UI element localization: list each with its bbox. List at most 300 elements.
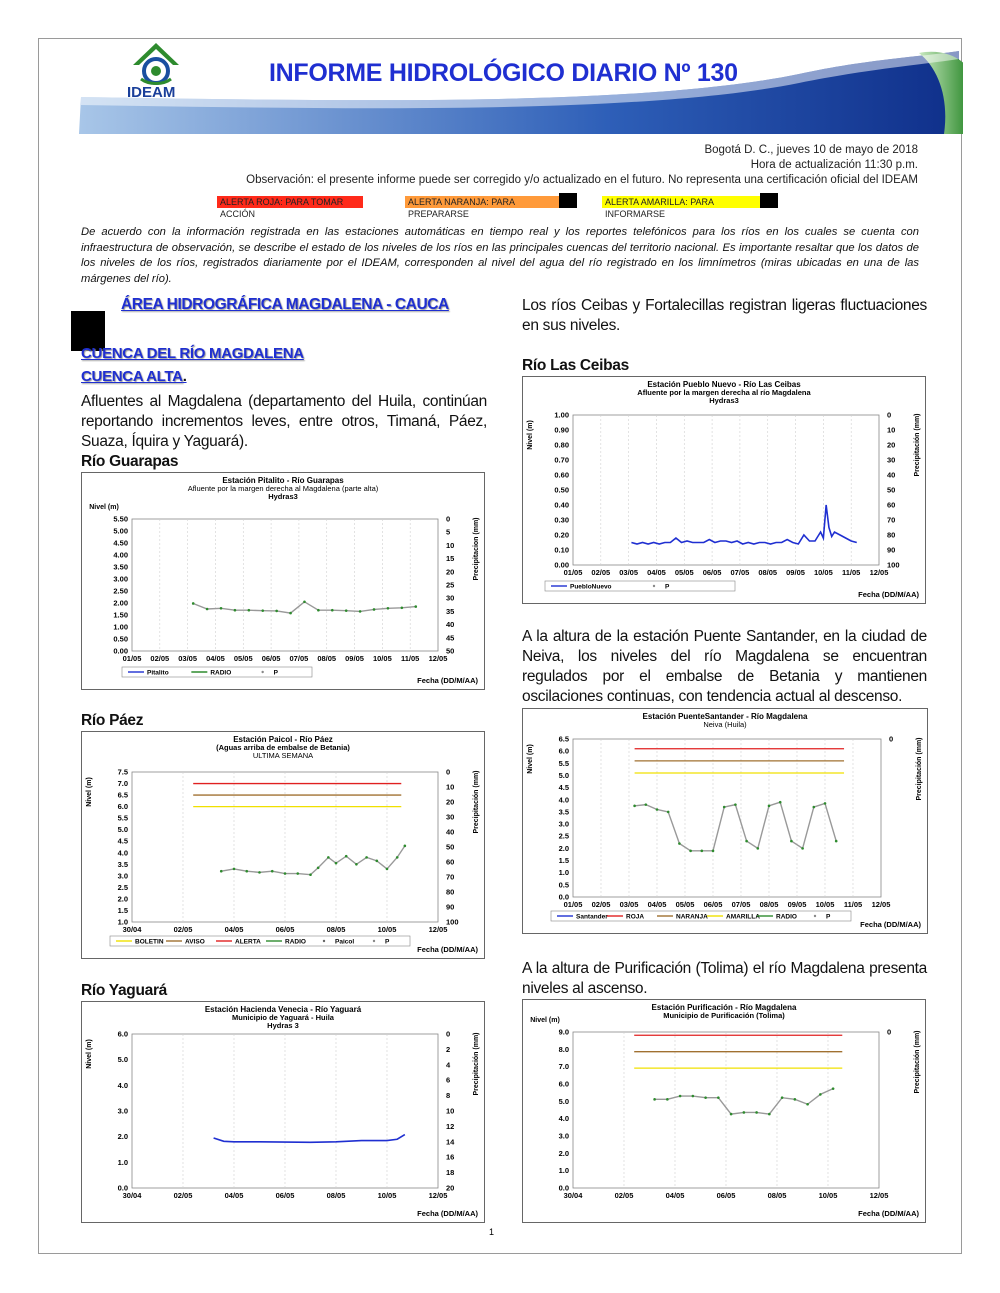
y-tick-label: 1.50	[113, 610, 128, 620]
chart-title: Estación PuenteSantander - Río Magdalena	[642, 712, 808, 721]
y-tick-label: 2.50	[113, 586, 128, 596]
y-axis-label: Nivel (m)	[527, 420, 534, 450]
data-point	[755, 1111, 758, 1114]
chart-paez	[81, 731, 485, 959]
x-tick-label: 04/05	[224, 925, 244, 934]
plot-area	[132, 519, 438, 651]
rio-yaguara-heading: Río Yaguará	[81, 982, 168, 999]
y-tick-label: 3.5	[117, 859, 128, 869]
chart-subtitle-2: Hydras3	[709, 396, 739, 405]
legend-label: P	[385, 938, 390, 946]
x-tick-label: 30/04	[122, 925, 142, 934]
y2-tick-label: 50	[446, 842, 455, 852]
data-point	[701, 850, 704, 853]
chart-guarapas	[81, 472, 485, 690]
y2-tick-label: 100	[887, 560, 900, 570]
data-point	[355, 863, 358, 866]
legend-swatch	[814, 915, 816, 917]
rio-ceibas-heading: Río Las Ceibas	[522, 357, 629, 374]
y-axis-label: Nivel (m)	[530, 1017, 560, 1024]
y-tick-label: 5.0	[117, 825, 128, 835]
data-point	[745, 840, 748, 843]
y2-tick-label: 5	[446, 527, 451, 537]
y-tick-label: 0.0	[558, 1183, 569, 1193]
y-tick-label: 4.50	[113, 538, 128, 548]
data-point	[271, 870, 274, 873]
x-tick-label: 04/05	[206, 654, 225, 663]
legend-label: P	[665, 583, 670, 591]
x-tick-label: 11/05	[401, 654, 420, 663]
data-point	[730, 1113, 733, 1116]
data-point	[768, 1113, 771, 1116]
y-tick-label: 6.5	[558, 734, 569, 744]
right-paragraph-3: A la altura de Purificación (Tolima) el río Magdalena presenta niveles al ascenso.	[522, 960, 927, 997]
x-axis-label: Fecha (DD/M/AA)	[417, 676, 478, 685]
right-paragraph-2: A la altura de la estación Puente Santander, en la ciudad de Neiva, los niveles del río Magdalena se encuentran regulados por el embalse de Betania y mantienen oscilaciones continuas, con tendencia actual al descenso.	[522, 628, 927, 705]
x-tick-label: 02/05	[591, 900, 611, 909]
y-tick-label: 1.00	[554, 410, 569, 420]
y-tick-label: 4.0	[117, 1080, 128, 1090]
x-tick-label: 02/05	[614, 1191, 634, 1200]
chart-yaguara	[81, 1001, 485, 1223]
x-tick-label: 05/05	[233, 654, 253, 663]
y-tick-label: 3.5	[558, 807, 569, 817]
x-tick-label: 11/05	[842, 568, 861, 577]
y-tick-label: 1.5	[558, 856, 569, 866]
x-tick-label: 03/05	[619, 568, 639, 577]
chart-ceibas	[522, 376, 926, 604]
y2-tick-label: 40	[446, 620, 455, 630]
y-tick-label: 3.00	[113, 574, 128, 584]
x-tick-label: 12/05	[869, 568, 889, 577]
chart-svg	[82, 732, 484, 958]
area-title: ÁREA HIDROGRÁFICA MAGDALENA - CAUCA	[121, 296, 449, 313]
y2-tick-label: 35	[446, 606, 455, 616]
data-point	[734, 803, 737, 806]
y2-tick-label: 45	[446, 633, 455, 643]
x-tick-label: 12/05	[428, 654, 448, 663]
x-tick-label: 01/05	[122, 654, 142, 663]
data-point	[376, 860, 379, 863]
y2-tick-label: 18	[446, 1168, 455, 1178]
y-tick-label: 7.0	[558, 1062, 569, 1072]
x-tick-label: 07/05	[289, 654, 309, 663]
x-tick-label: 12/05	[428, 1191, 448, 1200]
rio-paez-heading: Río Páez	[81, 712, 144, 729]
data-point	[220, 607, 223, 610]
y2-tick-label: 0	[889, 734, 894, 744]
legend-label: RADIO	[776, 913, 797, 921]
x-axis-label: Fecha (DD/M/AA)	[858, 1209, 919, 1218]
chart-purificacion	[522, 999, 926, 1223]
y2-tick-label: 80	[887, 530, 896, 540]
legend-label: AMARILLA	[726, 913, 760, 921]
y2-tick-label: 0	[446, 1029, 451, 1039]
y-tick-label: 1.0	[558, 1166, 569, 1176]
legend-label: Santander	[576, 913, 608, 921]
update-line: Hora de actualización 11:30 p.m.	[750, 159, 918, 171]
x-tick-label: 08/05	[326, 925, 346, 934]
data-point	[327, 856, 330, 859]
legend-label: ALERTA	[235, 938, 261, 946]
y-tick-label: 8.0	[558, 1044, 569, 1054]
x-tick-label: 03/05	[619, 900, 639, 909]
y-tick-label: 4.0	[117, 848, 128, 858]
x-tick-label: 01/05	[563, 568, 583, 577]
y-tick-label: 5.0	[558, 770, 569, 780]
x-tick-label: 05/05	[674, 568, 694, 577]
rio-guarapas-heading: Río Guarapas	[81, 453, 179, 470]
y2-axis-label: Precipitacion (mm)	[473, 517, 480, 581]
legend-label: Pitalito	[147, 669, 169, 677]
x-tick-label: 02/05	[150, 654, 170, 663]
y-tick-label: 5.50	[113, 514, 128, 524]
y2-tick-label: 12	[446, 1121, 455, 1131]
chart-subtitle: Afluente por la margen derecha al Magdalena (parte alta)	[187, 484, 379, 493]
data-point	[794, 1098, 797, 1101]
y-tick-label: 0.60	[554, 470, 569, 480]
page-title: INFORME HIDROLÓGICO DIARIO Nº 130	[269, 59, 738, 87]
y2-tick-label: 0	[446, 514, 451, 524]
y-axis-label: Nivel (m)	[86, 1039, 93, 1069]
y-tick-label: 1.5	[117, 905, 128, 915]
y2-tick-label: 15	[446, 554, 455, 564]
legend-label: NARANJA	[676, 913, 708, 921]
y-tick-label: 3.0	[558, 819, 569, 829]
y2-tick-label: 10	[887, 425, 896, 435]
plot-area	[573, 415, 879, 565]
data-point	[335, 862, 338, 865]
y-tick-label: 0.00	[554, 560, 569, 570]
x-axis-label: Fecha (DD/M/AA)	[860, 920, 921, 929]
x-tick-label: 06/05	[716, 1191, 736, 1200]
legend-label: ROJA	[626, 913, 645, 921]
data-point	[414, 605, 417, 608]
data-point	[386, 868, 389, 871]
y-tick-label: 5.0	[558, 1096, 569, 1106]
y-axis-label: Nivel (m)	[89, 504, 119, 511]
alert-orange-badge: ALERTA NARANJA: PARA PREPARARSE	[405, 196, 561, 208]
y-tick-label: 7.5	[117, 767, 128, 777]
x-tick-label: 06/05	[275, 1191, 295, 1200]
data-point	[779, 801, 782, 804]
y2-tick-label: 50	[887, 485, 896, 495]
data-point	[331, 609, 334, 612]
logo-text: IDEAM	[127, 84, 176, 101]
data-point	[396, 856, 399, 859]
x-tick-label: 06/05	[261, 654, 281, 663]
x-tick-label: 07/05	[731, 900, 751, 909]
chart-title: Estación Purificación - Río Magdalena	[651, 1003, 797, 1012]
y2-tick-label: 60	[887, 500, 896, 510]
data-point	[824, 802, 827, 805]
y-tick-label: 3.50	[113, 562, 128, 572]
x-tick-label: 09/05	[345, 654, 364, 663]
data-point	[692, 1095, 695, 1098]
legend-label: AVISO	[185, 938, 205, 946]
y-tick-label: 2.0	[117, 894, 128, 904]
x-tick-label: 01/05	[563, 900, 583, 909]
x-tick-label: 07/05	[730, 568, 750, 577]
plot-area	[573, 739, 881, 897]
y-tick-label: 6.0	[558, 1079, 569, 1089]
chart-title: Estación Paicol - Río Páez	[233, 735, 333, 744]
y-tick-label: 5.5	[558, 758, 569, 768]
x-tick-label: 30/04	[122, 1191, 142, 1200]
y2-tick-label: 60	[446, 857, 455, 867]
legend-label: Paicol	[335, 938, 355, 946]
data-point	[284, 872, 287, 875]
x-tick-label: 08/05	[326, 1191, 346, 1200]
data-point	[233, 868, 236, 871]
data-point	[667, 811, 670, 814]
x-tick-label: 08/05	[317, 654, 337, 663]
y-tick-label: 4.5	[558, 783, 569, 793]
y-tick-label: 6.5	[117, 790, 128, 800]
y2-tick-label: 90	[446, 902, 455, 912]
data-point	[220, 870, 223, 873]
legend-swatch	[653, 585, 655, 587]
y-tick-label: 2.0	[558, 1148, 569, 1158]
data-point	[704, 1096, 707, 1099]
x-tick-label: 06/05	[275, 925, 295, 934]
y-tick-label: 2.00	[113, 598, 128, 608]
chart-svg	[82, 473, 484, 689]
y-tick-label: 6.0	[558, 746, 569, 756]
data-point	[404, 845, 407, 848]
chart-subtitle-2: Hydras3	[268, 492, 298, 501]
y-tick-label: 1.00	[113, 622, 128, 632]
y-tick-label: 0.50	[554, 485, 569, 495]
data-point	[790, 840, 793, 843]
y-tick-label: 2.5	[558, 831, 569, 841]
x-tick-label: 03/05	[178, 654, 198, 663]
data-point	[757, 847, 760, 850]
left-paragraph-1: Afluentes al Magdalena (departamento del Huila, continúan reportando incrementos leves, entre otros, Timaná, Páez, Suaza, Íquira y Yaguará).	[81, 393, 487, 450]
y2-tick-label: 20	[446, 797, 455, 807]
x-tick-label: 10/05	[377, 925, 397, 934]
data-point	[296, 872, 299, 875]
y-tick-label: 5.5	[117, 813, 128, 823]
y2-tick-label: 10	[446, 782, 455, 792]
y2-tick-label: 20	[446, 567, 455, 577]
intro-paragraph: De acuerdo con la información registrada en las estaciones automáticas en tiempo real y los reportes telefónicos para los ríos en los cuales se cuenta con infraestructura de observación, se describe el estado de los niveles de los ríos en las principales cuencas del territorio nacional. Es importante resaltar que los datos de los niveles de los ríos, registrados diariamente por el IDEAM, corresponden al nivel del agua del río registrado en los limnímetros (miras ubicadas en una de las márgenes del río).	[81, 226, 919, 285]
x-tick-label: 10/05	[372, 654, 392, 663]
x-axis-label: Fecha (DD/M/AA)	[417, 945, 478, 954]
x-tick-label: 11/05	[843, 900, 863, 909]
y2-axis-label: Precipitación (mm)	[914, 1030, 921, 1094]
chart-svg	[82, 1002, 484, 1222]
y-tick-label: 3.0	[558, 1131, 569, 1141]
y2-tick-label: 2	[446, 1044, 451, 1054]
chart-svg	[523, 709, 927, 933]
x-tick-label: 06/05	[702, 568, 722, 577]
y2-tick-label: 30	[446, 593, 455, 603]
y2-tick-label: 0	[887, 1027, 892, 1037]
data-point	[345, 855, 348, 858]
data-point	[345, 609, 348, 612]
legend-label: BOLETIN	[135, 938, 164, 946]
y-tick-label: 9.0	[558, 1027, 569, 1037]
data-point	[801, 847, 804, 850]
y-axis-label: Nivel (m)	[527, 744, 534, 774]
y2-tick-label: 25	[446, 580, 455, 590]
y-tick-label: 3.0	[117, 1106, 128, 1116]
cuenca-alta-dot: .	[182, 368, 187, 385]
ideam-logo-icon	[117, 41, 195, 87]
data-point	[289, 612, 292, 615]
page-number: 1	[489, 1227, 495, 1237]
data-point	[666, 1098, 669, 1101]
y2-tick-label: 40	[887, 470, 896, 480]
x-tick-label: 05/05	[675, 900, 695, 909]
x-tick-label: 08/05	[759, 900, 779, 909]
x-tick-label: 09/05	[786, 568, 805, 577]
y2-tick-label: 8	[446, 1091, 451, 1101]
y-tick-label: 4.00	[113, 550, 128, 560]
y-tick-label: 1.0	[117, 1157, 128, 1167]
x-tick-label: 30/04	[563, 1191, 583, 1200]
y2-tick-label: 100	[446, 917, 459, 927]
cuenca-alta-label: CUENCA ALTA	[81, 368, 183, 385]
legend-swatch	[373, 940, 375, 942]
y-tick-label: 5.00	[113, 526, 128, 536]
chart-subtitle: Municipio de Purificación (Tolima)	[663, 1011, 785, 1020]
redaction-block	[760, 193, 778, 208]
cuenca-alta-title	[81, 368, 187, 385]
y2-tick-label: 10	[446, 540, 455, 550]
legend-label: P	[826, 913, 831, 921]
x-axis-label: Fecha (DD/M/AA)	[417, 1209, 478, 1218]
data-point	[656, 808, 659, 811]
y-tick-label: 5.0	[117, 1055, 128, 1065]
chart-title: Estación Hacienda Venecia - Río Yaguará	[204, 1005, 362, 1014]
y2-tick-label: 20	[446, 1183, 455, 1193]
x-tick-label: 12/05	[428, 925, 448, 934]
y2-tick-label: 0	[887, 410, 892, 420]
y2-tick-label: 20	[887, 440, 896, 450]
y-tick-label: 6.0	[117, 802, 128, 812]
x-tick-label: 09/05	[787, 900, 807, 909]
data-point	[835, 840, 838, 843]
legend-label: RADIO	[285, 938, 306, 946]
x-tick-label: 12/05	[871, 900, 891, 909]
data-point	[309, 873, 312, 876]
legend-swatch	[261, 671, 263, 673]
legend-label: PuebloNuevo	[570, 583, 612, 591]
y2-tick-label: 16	[446, 1152, 455, 1162]
y2-tick-label: 40	[446, 827, 455, 837]
data-point	[275, 610, 278, 613]
y2-tick-label: 14	[446, 1137, 455, 1147]
observation-line: Observación: el presente informe puede ser corregido y/o actualizado en el futuro. No representa una certificación oficial del IDEAM	[246, 174, 918, 186]
x-tick-label: 10/05	[377, 1191, 397, 1200]
y2-tick-label: 4	[446, 1060, 451, 1070]
x-tick-label: 04/05	[647, 568, 666, 577]
y2-tick-label: 6	[446, 1075, 451, 1085]
data-point	[234, 609, 237, 612]
y-tick-label: 0.80	[554, 440, 569, 450]
x-tick-label: 12/05	[869, 1191, 889, 1200]
y2-tick-label: 30	[446, 812, 455, 822]
y2-tick-label: 70	[446, 872, 455, 882]
data-point	[365, 856, 368, 859]
y-tick-label: 0.40	[554, 500, 569, 510]
x-tick-label: 02/05	[591, 568, 611, 577]
data-point	[261, 609, 264, 612]
data-point	[387, 607, 390, 610]
alert-yellow-badge: ALERTA AMARILLA: PARA INFORMARSE	[602, 196, 760, 208]
data-point	[317, 609, 320, 612]
y2-axis-label: Precipitación (mm)	[473, 1032, 480, 1096]
legend-label: P	[273, 669, 279, 677]
data-point	[303, 601, 306, 604]
alert-red-badge: ALERTA ROJA: PARA TOMAR ACCIÓN	[217, 196, 363, 208]
data-point	[401, 607, 404, 610]
data-point	[819, 1093, 822, 1096]
y-tick-label: 0.10	[554, 545, 569, 555]
data-point	[712, 850, 715, 853]
x-tick-label: 08/05	[767, 1191, 787, 1200]
x-tick-label: 04/05	[224, 1191, 244, 1200]
y-tick-label: 6.0	[117, 1029, 128, 1039]
data-point	[317, 866, 320, 869]
x-tick-label: 04/05	[665, 1191, 685, 1200]
x-tick-label: 02/05	[173, 1191, 193, 1200]
y-tick-label: 4.0	[558, 1114, 569, 1124]
y-tick-label: 3.0	[117, 871, 128, 881]
data-point	[653, 1098, 656, 1101]
y-tick-label: 0.20	[554, 530, 569, 540]
legend-label: RADIO	[210, 669, 232, 677]
y-tick-label: 0.90	[554, 425, 569, 435]
report-page	[38, 38, 962, 1254]
y2-tick-label: 80	[446, 887, 455, 897]
data-point	[645, 803, 648, 806]
data-point	[192, 602, 195, 605]
y2-tick-label: 50	[446, 646, 455, 656]
y-tick-label: 1.0	[558, 868, 569, 878]
data-point	[248, 609, 251, 612]
y-tick-label: 0.0	[117, 1183, 128, 1193]
redaction-block	[559, 193, 577, 208]
legend-swatch	[323, 940, 325, 942]
chart-svg	[523, 1000, 925, 1222]
chart-subtitle: (Aguas arriba de embalse de Betania)	[216, 743, 350, 752]
right-paragraph-1: Los ríos Ceibas y Fortalecillas registran ligeras fluctuaciones en sus niveles.	[522, 297, 927, 334]
data-point	[206, 608, 209, 611]
data-point	[689, 850, 692, 853]
y-tick-label: 2.5	[117, 882, 128, 892]
y2-tick-label: 30	[887, 455, 896, 465]
y-tick-label: 1.0	[117, 917, 128, 927]
data-point	[768, 805, 771, 808]
cuenca-title: CUENCA DEL RÍO MAGDALENA	[81, 345, 304, 362]
x-tick-label: 10/05	[818, 1191, 838, 1200]
data-point	[679, 1095, 682, 1098]
x-tick-label: 08/05	[758, 568, 778, 577]
chart-subtitle-2: ULTIMA SEMANA	[252, 751, 314, 760]
y-tick-label: 4.0	[558, 795, 569, 805]
x-tick-label: 06/05	[703, 900, 723, 909]
data-point	[258, 871, 261, 874]
chart-subtitle: Neiva (Huila)	[703, 720, 747, 729]
y-tick-label: 0.50	[113, 634, 128, 644]
y-tick-label: 0.0	[558, 892, 569, 902]
data-point	[806, 1103, 809, 1106]
y2-axis-label: Precipitación (mm)	[473, 770, 480, 834]
chart-title: Estación Pueblo Nuevo - Río Las Ceibas	[647, 380, 801, 389]
